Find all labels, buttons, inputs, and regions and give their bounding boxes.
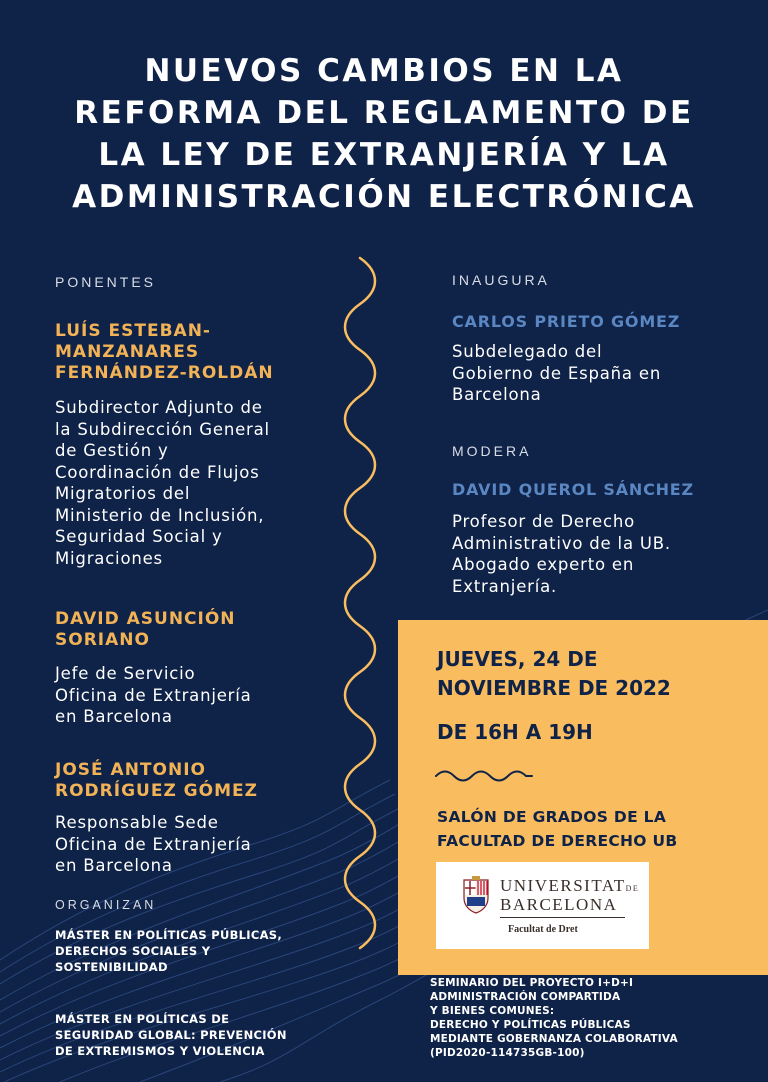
description-line: Jefe de Servicio <box>55 664 196 683</box>
seminar-info <box>430 976 678 1060</box>
speaker-description <box>55 812 252 877</box>
poster-title <box>40 50 728 218</box>
logo-line-2: BARCELONA <box>500 895 618 914</box>
speaker-name-line: DAVID ASUNCIÓN <box>55 609 236 629</box>
speaker-name-line: JOSÉ ANTONIO <box>55 760 206 780</box>
seminar-line: SEMINARIO DEL PROYECTO I+D+I <box>430 977 634 989</box>
organizer-line: MÁSTER EN POLÍTICAS DE <box>55 1012 230 1026</box>
event-date <box>437 645 671 703</box>
organizer-line: SOSTENIBILIDAD <box>55 960 168 974</box>
description-line: Responsable Sede <box>55 813 219 832</box>
description-line: Migratorios del <box>55 484 191 503</box>
date-line: NOVIEMBRE DE 2022 <box>437 676 671 700</box>
speaker-description <box>55 397 270 569</box>
logo-divider <box>500 917 625 918</box>
organizan-label: ORGANIZAN <box>55 898 157 912</box>
logo-small-word: DE <box>625 884 640 893</box>
speaker-name <box>55 609 236 651</box>
seminar-line: DERECHO Y POLÍTICAS PÚBLICAS <box>430 1019 631 1031</box>
logo-word: UNIVERSITAT <box>500 876 626 895</box>
squiggle-divider <box>434 768 534 784</box>
organizer-line: MÁSTER EN POLÍTICAS PÚBLICAS, <box>55 928 283 942</box>
description-line: Gobierno de España en <box>452 363 662 383</box>
event-time: DE 16H A 19H <box>437 720 593 744</box>
description-line: Oficina de Extranjería <box>55 685 252 705</box>
wavy-divider-line <box>345 258 375 948</box>
description-line: Abogado experto en <box>452 555 635 574</box>
inaugura-label: INAUGURA <box>452 272 550 288</box>
description-line: Coordinación de Flujos <box>55 462 260 482</box>
description-line: la Subdirección General <box>55 419 270 439</box>
seminar-line: (PID2020-114735GB-100) <box>430 1047 585 1059</box>
organizer <box>55 1011 287 1059</box>
venue-line: SALÓN DE GRADOS DE LA <box>437 808 667 826</box>
inaugura-name: CARLOS PRIETO GÓMEZ <box>452 312 681 331</box>
university-logo <box>436 862 649 949</box>
venue-line: FACULTAD DE DERECHO UB <box>437 832 678 850</box>
logo-faculty: Facultat de Dret <box>508 924 578 935</box>
title-line: REFORMA DEL REGLAMENTO DE <box>74 95 694 131</box>
description-line: Administrativo de la UB. <box>452 533 671 553</box>
seminar-line: Y BIENES COMUNES: <box>430 1005 555 1017</box>
organizer-line: DERECHOS SOCIALES Y <box>55 944 211 958</box>
seminar-line: ADMINISTRACIÓN COMPARTIDA <box>430 991 621 1003</box>
speaker-name-line: FERNÁNDEZ-ROLDÁN <box>55 363 274 383</box>
seminar-line: MEDIANTE GOBERNANZA COLABORATIVA <box>430 1033 678 1045</box>
modera-label: MODERA <box>452 443 532 459</box>
organizer-line: DE EXTREMISMOS Y VIOLENCIA <box>55 1044 265 1058</box>
description-line: Subdirector Adjunto de <box>55 398 263 417</box>
logo-line-1 <box>500 876 639 896</box>
speaker-name <box>55 321 274 384</box>
speaker-description <box>55 663 252 728</box>
speaker-name <box>55 760 258 802</box>
date-line: JUEVES, 24 DE <box>437 647 598 671</box>
speaker-name-line: RODRÍGUEZ GÓMEZ <box>55 781 258 801</box>
description-line: Subdelegado del <box>452 342 603 361</box>
description-line: Profesor de Derecho <box>452 512 635 531</box>
description-line: Oficina de Extranjería <box>55 834 252 854</box>
title-line: LA LEY DE EXTRANJERÍA Y LA <box>98 137 670 173</box>
description-line: Barcelona <box>452 385 542 404</box>
description-line: en Barcelona <box>55 707 173 726</box>
event-venue <box>437 805 677 853</box>
inaugura-description <box>452 341 661 406</box>
organizer <box>55 927 282 975</box>
description-line: Seguridad Social y <box>55 527 223 546</box>
description-line: en Barcelona <box>55 856 173 875</box>
university-seal-icon <box>462 876 490 914</box>
speaker-name-line: SORIANO <box>55 630 150 650</box>
description-line: de Gestión y <box>55 441 169 460</box>
speaker-name-line: LUÍS ESTEBAN- <box>55 321 211 341</box>
speaker-name-line: MANZANARES <box>55 342 200 362</box>
modera-name: DAVID QUEROL SÁNCHEZ <box>452 480 694 499</box>
title-line: NUEVOS CAMBIOS EN LA <box>144 53 624 89</box>
description-line: Extranjería. <box>452 576 558 596</box>
organizer-line: SEGURIDAD GLOBAL: PREVENCIÓN <box>55 1028 287 1042</box>
ponentes-label: PONENTES <box>55 274 157 290</box>
title-line: ADMINISTRACIÓN ELECTRÓNICA <box>72 179 696 215</box>
description-line: Migraciones <box>55 548 163 568</box>
description-line: Ministerio de Inclusión, <box>55 505 265 525</box>
modera-description <box>452 511 671 597</box>
